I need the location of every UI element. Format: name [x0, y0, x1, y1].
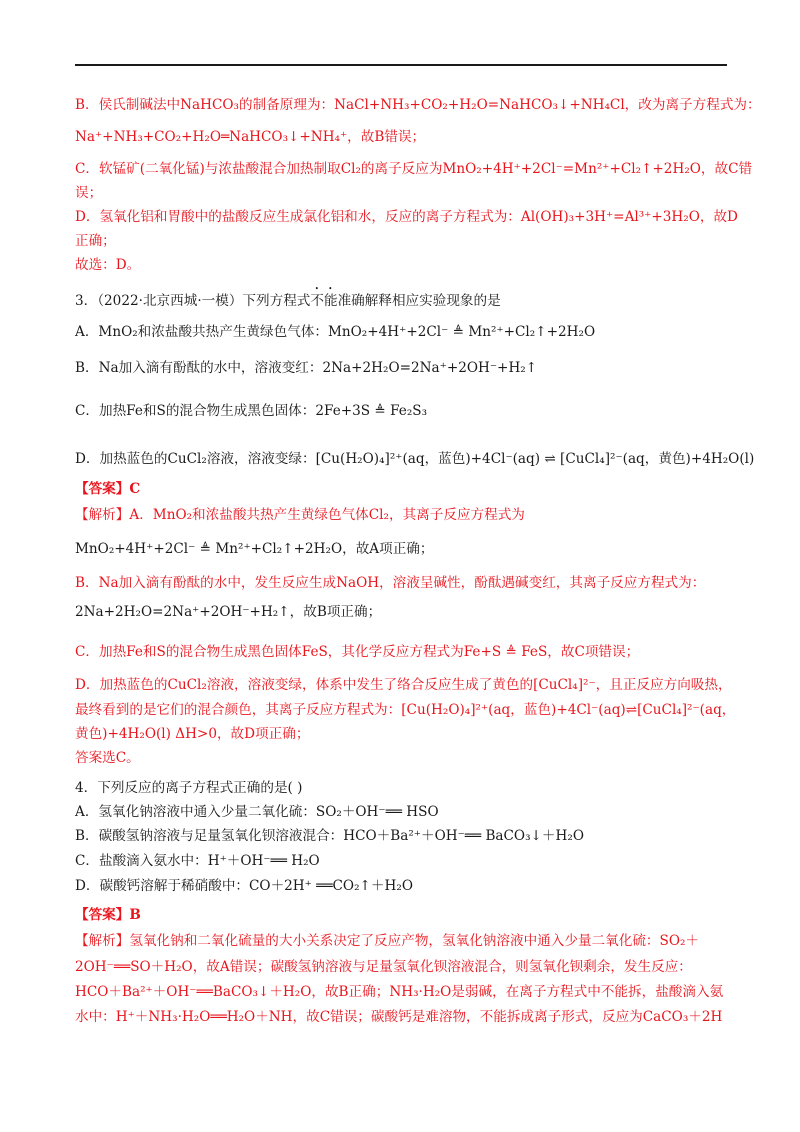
header-rule	[75, 64, 727, 66]
q2-option-d-explanation-line2: 正确；	[75, 233, 116, 249]
q3-stem-prefix: 3．（2022·北京西城·一模）下列方程式	[75, 293, 311, 309]
q3-stem	[75, 285, 735, 310]
q3-option-c: C．加热Fe和S的混合物生成黑色固体：2Fe+3S ≜ Fe₂S₃	[75, 403, 428, 419]
q3-explanation-b-line2: 2Na+2H₂O=2Na⁺+2OH⁻+H₂↑，故B项正确；	[75, 604, 382, 620]
q2-option-c-explanation-line1: C．软锰矿(二氧化锰)与浓盐酸混合加热制取Cl₂的离子反应为MnO₂+4H⁺+2Cl⁻=Mn²⁺+Cl₂↑+2H₂O，故C错	[75, 161, 753, 177]
q3-selection: 答案选C。	[75, 750, 140, 766]
q3-explanation-c-line1: C．加热Fe和S的混合物生成黑色固体FeS，其化学反应方程式为Fe+S ≜ FeS，故C项错误；	[75, 644, 640, 660]
q3-explanation-b-line1: B．Na加入滴有酚酞的水中，发生反应生成NaOH，溶液呈碱性，酚酞遇碱变红，其离子反应方程式为：	[75, 575, 706, 591]
q2-option-d-explanation-line1: D．氢氧化铝和胃酸中的盐酸反应生成氯化铝和水，反应的离子方程式为：Al(OH)₃+3H⁺=Al³⁺+3H₂O，故D	[75, 209, 738, 225]
q4-option-b: B．碳酸氢钠溶液与足量氢氧化钡溶液混合：HCO＋Ba²⁺＋OH⁻══ BaCO₃↓＋H₂O	[75, 828, 584, 844]
q2-option-b-explanation-line1: B．侯氏制碱法中NaHCO₃的制备原理为：NaCl+NH₃+CO₂+H₂O=NaHCO₃↓+NH₄Cl，改为离子方程式为：	[75, 97, 761, 113]
q4-option-a: A．氢氧化钠溶液中通入少量二氧化硫：SO₂＋OH⁻══ HSO	[75, 804, 439, 820]
q4-stem: 4．下列反应的离子方程式正确的是( )	[75, 780, 303, 796]
q4-explanation-line4: 水中：H⁺＋NH₃·H₂O══H₂O＋NH，故C错误；碳酸钙是难溶物，不能拆成离子形式，反应为CaCO₃＋2H	[75, 1009, 723, 1025]
q3-stem-suffix: 准确解释相应实验现象的是	[337, 293, 501, 309]
q3-explanation-d-line3: 黄色)+4H₂O(l) ΔH>0，故D项正确；	[75, 726, 310, 742]
q4-answer: 【答案】B	[75, 907, 141, 923]
q3-option-a: A．MnO₂和浓盐酸共热产生黄绿色气体：MnO₂+4H⁺+2Cl⁻ ≜ Mn²⁺+Cl₂↑+2H₂O	[75, 324, 596, 340]
q3-explanation-a-line2: MnO₂+4H⁺+2Cl⁻ ≜ Mn²⁺+Cl₂↑+2H₂O，故A项正确；	[75, 541, 434, 557]
q2-option-b-explanation-line2: Na⁺+NH₃+CO₂+H₂O═NaHCO₃↓+NH₄⁺，故B错误；	[75, 129, 426, 145]
q4-option-d: D．碳酸钙溶解于稀硝酸中：CO＋2H⁺ ══CO₂↑＋H₂O	[75, 878, 413, 894]
q3-option-b: B．Na加入滴有酚酞的水中，溶液变红：2Na+2H₂O=2Na⁺+2OH⁻+H₂↑	[75, 360, 538, 376]
q3-option-d: D．加热蓝色的CuCl₂溶液，溶液变绿：[Cu(H₂O)₄]²⁺(aq，蓝色)+4Cl⁻(aq) ⇌ [CuCl₄]²⁻(aq，黄色)+4H₂O(l)	[75, 451, 755, 467]
q3-answer: 【答案】C	[75, 481, 141, 497]
q3-explanation-d-line1: D．加热蓝色的CuCl₂溶液，溶液变绿，体系中发生了络合反应生成了黄色的[CuCl₄]²⁻，且正反应方向吸热，	[75, 677, 732, 693]
q4-explanation-line3: HCO＋Ba²⁺＋OH⁻══BaCO₃↓＋H₂O，故B正确；NH₃·H₂O是弱碱，在离子方程式中不能拆，盐酸滴入氨	[75, 984, 724, 1000]
q4-explanation-line1: 【解析】氢氧化钠和二氧化硫量的大小关系决定了反应产物，氢氧化钠溶液中通入少量二氧化硫：SO₂＋	[75, 933, 700, 949]
q4-explanation-line2: 2OH⁻══SO＋H₂O，故A错误；碳酸氢钠溶液与足量氢氧化钡溶液混合，则氢氧化钡剩余，发生反应：	[75, 959, 692, 975]
q2-option-c-explanation-line2: 误；	[75, 185, 103, 201]
q3-stem-emphasis: 不能	[310, 293, 338, 309]
q4-option-c: C．盐酸滴入氨水中：H⁺＋OH⁻══ H₂O	[75, 853, 320, 869]
q3-explanation-d-line2: 最终看到的是它们的混合颜色，其离子反应方程式为：[Cu(H₂O)₄]²⁺(aq，蓝色)+4Cl⁻(aq)⇌[CuCl₄]²⁻(aq，	[75, 702, 736, 718]
q2-selection: 故选：D。	[75, 257, 141, 273]
q3-explanation-a-line1: 【解析】A．MnO₂和浓盐酸共热产生黄绿色气体Cl₂，其离子反应方程式为	[75, 507, 525, 523]
